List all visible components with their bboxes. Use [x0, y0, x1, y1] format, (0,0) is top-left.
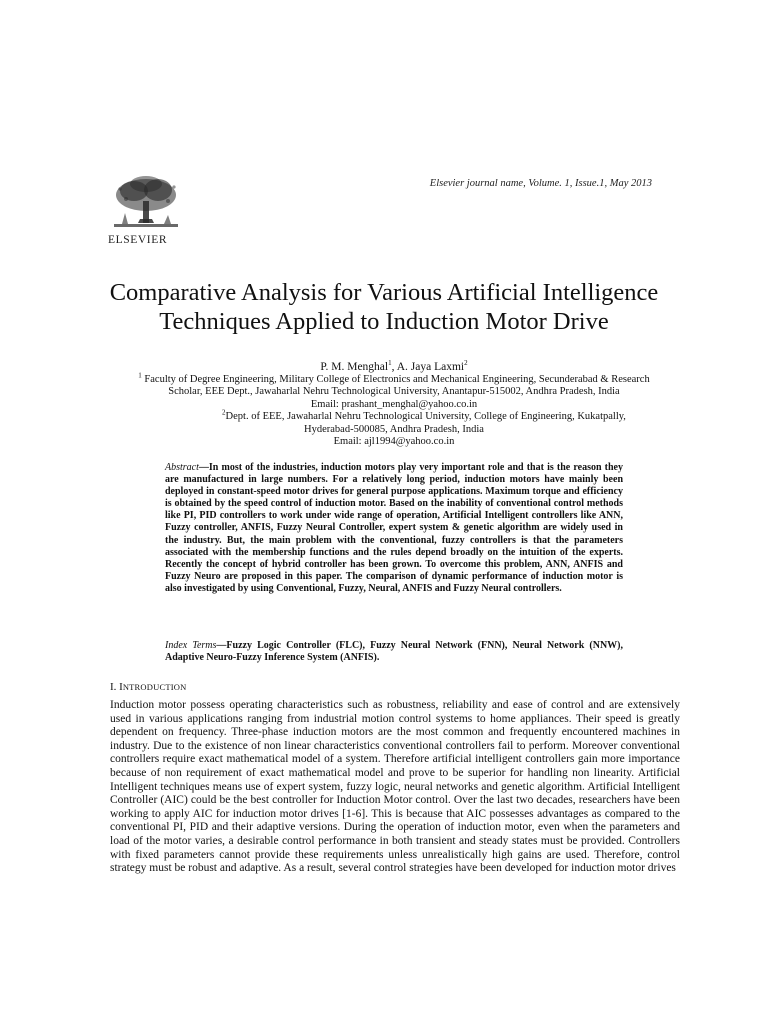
- author-list: [100, 360, 688, 374]
- journal-citation: Elsevier journal name, Volume. 1, Issue.1, May 2013: [429, 178, 652, 189]
- author-name: P. M. Menghal: [320, 361, 389, 373]
- affil-text: Scholar, EEE Dept., Jawaharlal Nehru Technological University, Anantapur-515002, Andhra Pradesh, India: [168, 386, 620, 398]
- abstract-text: —In most of the industries, induction motors play very important role and that is the reason they are manufactured in large numbers. For a relatively long period, induction motors have mainly been deployed in constant-speed motor drives for general purpose applications. Maximum torque and efficiency is obtained by the speed control of induction motor. Based on the inability of conventional control methods like PI, PID controllers to work under wide range of operation, Artificial Intelligent controllers like ANN, Fuzzy controller, ANFIS, Fuzzy Neural Controller, expert system & genetic algorithm are widely used in the industry. But, the main problem with the conventional, fuzzy controllers is that the parameters associated with the membership functions and the rules depend broadly on the intuition of the experts. Recently the concept of hybrid controller has been grown. To overcome this problem, ANN, ANFIS and Fuzzy Neuro are proposed in this paper. The comparison of dynamic performance of induction motor is also investigated by using Conventional, Fuzzy, Neural, ANFIS and Fuzzy Neural controllers.: [165, 462, 623, 594]
- abstract-label: Abstract: [165, 462, 199, 473]
- author-separator: ,: [391, 361, 397, 373]
- author-affil-marker: 1: [388, 359, 392, 368]
- publisher-logo: [108, 175, 184, 246]
- author-email: Email: ajl1994@yahoo.co.in: [333, 436, 455, 448]
- affil-marker: 2: [222, 408, 226, 417]
- abstract: [165, 462, 623, 595]
- paper-title: Comparative Analysis for Various Artificial Intelligence Techniques Applied to Induction Motor Drive: [109, 279, 659, 335]
- affiliation-2: [100, 408, 688, 423]
- author-affil-marker: 2: [464, 359, 468, 368]
- affil-text: Dept. of EEE, Jawaharlal Nehru Technological University, College of Engineering, Kukatpally,: [225, 411, 626, 423]
- index-terms: [165, 640, 623, 664]
- author-block: [100, 360, 688, 448]
- affil-marker: 1: [138, 371, 142, 380]
- author-name: A. Jaya Laxmi: [396, 361, 465, 373]
- elsevier-tree-logo-icon: [108, 175, 184, 233]
- section-number: I. I: [110, 681, 123, 693]
- affiliation-1: [100, 371, 688, 386]
- section-heading: [110, 681, 186, 693]
- publisher-wordmark: ELSEVIER: [108, 234, 168, 246]
- index-terms-text: —Fuzzy Logic Controller (FLC), Fuzzy Neural Network (FNN), Neural Network (NNW), Adaptive Neuro-Fuzzy Inference System (ANFIS).: [165, 640, 623, 664]
- affil-text: Hyderabad-500085, Andhra Pradesh, India: [304, 423, 484, 435]
- section-body: Induction motor possess operating characteristics such as robustness, reliability and ease of control and are extensively used in various applications ranging from industrial motion control systems to home appliances. Their speed is greatly dependent on frequency. Three-phase induction motors are the most common and frequently encountered machines in industry. Due to the existence of non linear characteristics conventional controllers fail to perform. Moreover conventional controllers require exact mathematical model of a system. Therefore artificial intelligent controllers gain more importance because of non requirement of exact mathematical model and prove to be superior for handling non linearity. Artificial Intelligent techniques means use of expert system, fuzzy logic, neural networks and genetic algorithm. Artificial Intelligent Controller (AIC) could be the best controller for Induction Motor control. Over the last two decades, researchers have been working to apply AIC for induction motor drives [1-6]. This is because that AIC possesses advantages as compared to the conventional PI, PID and their adaptive versions. During the operation of induction motor, even when the parameters and load of the motor varies, a desirable control performance in both transient and steady states must be provided. Controllers with fixed parameters cannot provide these requirements unless unrealistically high gains are used. Therefore, control strategy must be robust and adaptive. As a result, several control strategies have been developed for induction motor drives: [110, 699, 680, 875]
- affil-text: Faculty of Degree Engineering, Military College of Electronics and Mechanical Engineering, Secunderabad & Research: [141, 374, 650, 385]
- author-email: Email: prashant_menghal@yahoo.co.in: [310, 398, 478, 410]
- section-title: NTRODUCTION: [122, 682, 187, 692]
- index-terms-label: Index Terms: [165, 640, 217, 651]
